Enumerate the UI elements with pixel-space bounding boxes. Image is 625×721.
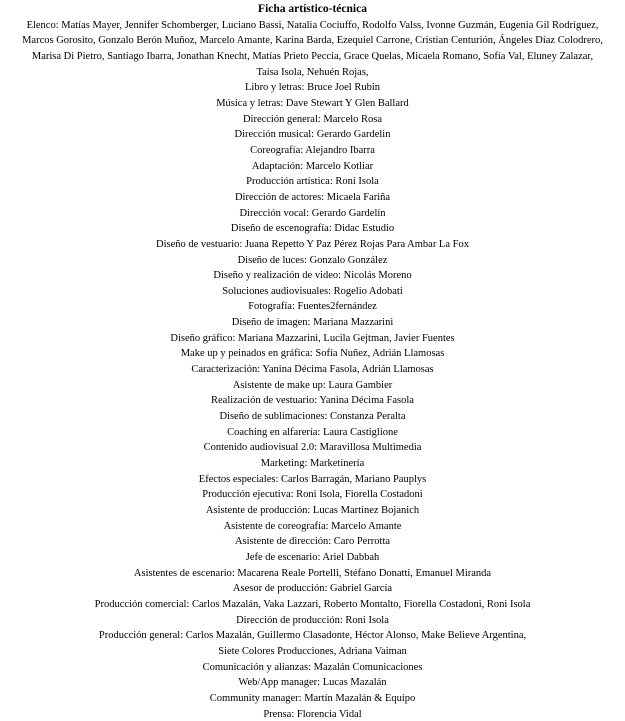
credit-line: Dirección de producción: Roni Isola <box>236 614 389 626</box>
credit-line: Dirección general: Marcelo Rosa <box>242 113 383 125</box>
credit-line: Diseño y realización de video: Nicolás Moreno <box>213 270 412 282</box>
credit-line: Marketing: Marketinería <box>260 458 365 470</box>
credit-line: Make up y peinados en gráfica: Sofía Nuñez, Adrián Llamosas <box>180 348 445 360</box>
credit-line: Producción artística: Roni Isola <box>246 176 379 188</box>
credit-line: Diseño gráfico: Mariana Mazzarini, Lucila Gejtman, Javier Fuentes <box>170 332 455 344</box>
credit-line: Asistente de make up: Laura Gambier <box>232 379 393 391</box>
credit-line: Libro y letras: Bruce Joel Rubin <box>244 82 380 94</box>
credit-line: Dirección vocal: Gerardo Gardelín <box>239 207 386 219</box>
credit-line: Adaptación: Marcelo Kotliar <box>251 160 374 172</box>
credit-line: Contenido audiovisual 2.0: Maravillosa Multimedia <box>203 442 422 454</box>
credits-list <box>0 18 625 721</box>
credit-line: Soluciones audiovisuales: Rogelio Adobati <box>222 285 403 297</box>
credit-line: Diseño de vestuario: Juana Repetto Y Paz Pérez Rojas Para Ambar La Fox <box>156 238 469 250</box>
credit-line: Siete Colores Producciones, Adriana Vaiman <box>218 645 407 657</box>
credit-line: Realización de vestuario: Yanina Décima Fasola <box>211 395 414 407</box>
credit-line: Jefe de escenario: Ariel Dabbah <box>245 551 380 563</box>
credit-line: Producción general: Carlos Mazalán, Guillermo Clasadonte, Héctor Alonso, Make Believe Argentina, <box>98 630 527 642</box>
credit-line: Coaching en alfarería: Laura Castiglione <box>227 426 398 438</box>
credit-line: Diseño de escenografía: Didac Estudio <box>230 223 395 235</box>
credit-line: Comunicación y alianzas: Mazalán Comunicaciones <box>202 661 423 673</box>
credit-line: Producción ejecutiva: Roni Isola, Fiorella Costadoni <box>202 489 423 501</box>
credit-line: Asistente de coreografía: Marcelo Amante <box>223 520 402 532</box>
credit-line: Asistente de dirección: Caro Perrotta <box>234 536 391 548</box>
credit-line: Asesor de producción: Gabriel García <box>232 583 393 595</box>
credit-line: Música y letras: Dave Stewart Y Glen Ballard <box>216 97 409 109</box>
credit-line: Asistentes de escenario: Macarena Reale Portelli, Stéfano Donatti, Emanuel Miranda <box>133 567 492 579</box>
credit-line: Fotografía: Fuentes2fernández <box>248 301 377 313</box>
credit-line: Dirección musical: Gerardo Gardelin <box>234 129 391 141</box>
credit-line: Asistente de producción: Lucas Martínez Bojanich <box>205 505 420 516</box>
credit-line: Web/App manager: Lucas Mazalán <box>238 677 387 689</box>
credit-line: Diseño de sublimaciones: Constanza Peralta <box>219 411 406 423</box>
credit-line: Community manager: Martín Mazalán & Equipo <box>209 692 416 704</box>
credit-line: Efectos especiales: Carlos Barragán, Mariano Pauplys <box>198 473 427 485</box>
credit-line: Diseño de luces: Gonzalo González <box>237 254 388 266</box>
credit-line: Taisa Isola, Nehuén Rojas, <box>256 66 369 78</box>
page-title: Ficha artístico-técnica <box>258 3 367 15</box>
credit-line: Diseño de imagen: Mariana Mazzarini <box>231 317 394 329</box>
credit-line: Prensa: Florencia Vidal <box>263 708 362 720</box>
credit-line: Caracterización: Yanina Décima Fasola, Adrián Llamosas <box>191 364 434 376</box>
credit-line: Marcos Gorosito, Gonzalo Berón Muñoz, Marcelo Amante, Karina Barda, Ezequiel Carrone, Cristian Centurión, Ángeles Díaz Colodrero, <box>22 35 603 47</box>
credit-line: Coreografía: Alejandro Ibarra <box>250 144 375 156</box>
credit-line: Dirección de actores: Micaela Fariña <box>234 191 391 203</box>
credit-line: Producción comercial: Carlos Mazalán, Vaka Lazzari, Roberto Montalto, Fiorella Costadoni, Roni Isola <box>94 598 531 610</box>
credit-line: Elenco: Matías Mayer, Jennifer Schomberger, Luciano Bassi, Natalia Cociuffo, Rodolfo Valss, Ivonne Guzmán, Eugenia Gil Rodríguez, <box>26 19 599 31</box>
credit-line: Marisa Di Pietro, Santiago Ibarra, Jonathan Knecht, Matías Prieto Peccia, Grace Quelas, Micaela Romano, Sofía Val, Eluney Zalazar, <box>31 50 594 62</box>
